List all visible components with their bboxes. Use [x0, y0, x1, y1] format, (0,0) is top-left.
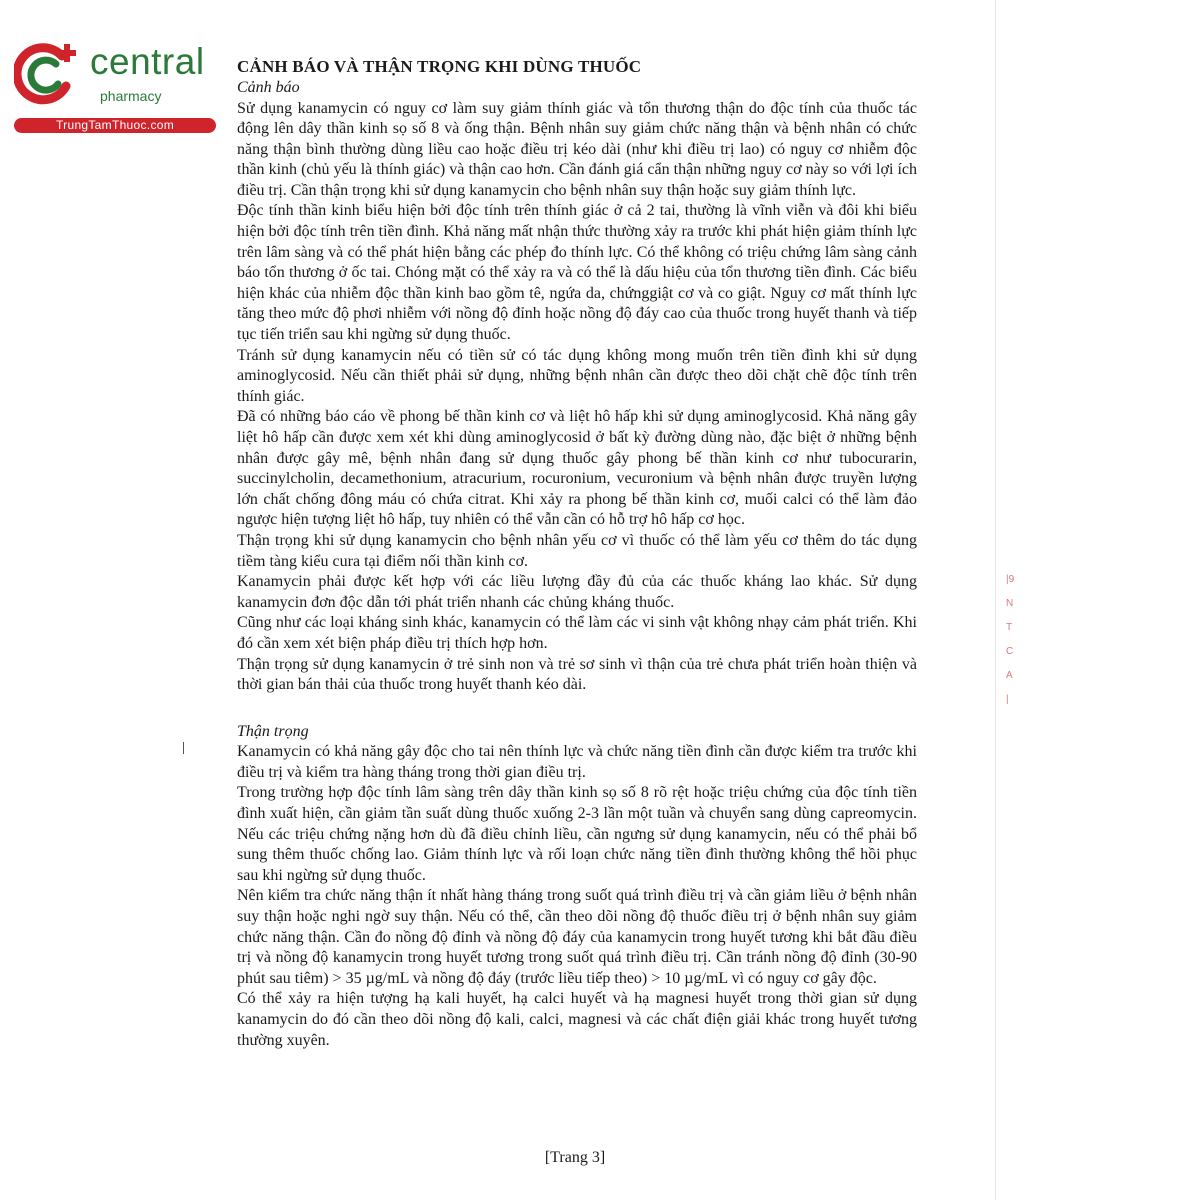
page-number: [Trang 3]	[544, 1149, 606, 1166]
logo-wordmark: central	[90, 41, 205, 82]
warnings-paragraph: Thận trọng sử dụng kanamycin ở trẻ sinh non và trẻ sơ sinh vì thận của trẻ chưa phát triển hoàn thiện và thời gian bán thải của thuốc trong huyết thanh kéo dài.	[237, 655, 917, 694]
stamp-fragment: |9 N T C A |	[1006, 574, 1015, 705]
warnings-paragraph: Kanamycin phải được kết hợp với các liều lượng đầy đủ của các thuốc kháng lao khác. Sử dụng kanamycin đơn độc dẫn tới phát triển nhanh các chủng kháng thuốc.	[237, 573, 917, 611]
scan-margin-mark	[183, 742, 184, 754]
precautions-paragraph: Có thể xảy ra hiện tượng hạ kali huyết, hạ calci huyết và hạ magnesi huyết trong thời gian sử dụng kanamycin do đó cần theo dõi nồng độ kali, calci, magnesi và các chất điện giải khác trong huyết tương thường xuyên.	[237, 990, 917, 1049]
precautions-paragraph: Kanamycin có khả năng gây độc cho tai nên thính lực và chức năng tiền đình cần được kiểm tra trước khi điều trị và kiểm tra hàng tháng trong thời gian điều trị.	[237, 743, 917, 781]
precautions-heading: Thận trọng	[237, 722, 309, 740]
section-title: CẢNH BÁO VÀ THẬN TRỌNG KHI DÙNG THUỐC	[237, 57, 642, 76]
warnings-paragraph: Thận trọng khi sử dụng kanamycin cho bệnh nhân yếu cơ vì thuốc có thể làm yếu cơ thêm do tác dụng tiềm tàng kiểu cura tại điểm nối thần kinh cơ.	[237, 531, 917, 570]
warnings-paragraph: Đã có những báo cáo về phong bế thần kinh cơ và liệt hô hấp khi sử dụng aminoglycosid. Khả năng gây liệt hô hấp cần được xem xét khi dùng aminoglycosid ở bất kỳ đường dùng nào, đặc biệt ở những bệnh nhân được gây mê, bệnh nhân đang sử dụng thuốc gây phong bế thần kinh cơ như tubocurarin, succinylcholin, decamethonium, atracurium, rocuronium, vecuronium và bệnh nhân được truyền lượng lớn chất chống đông máu có chứa citrat. Khi xảy ra phong bế thần kinh cơ, muối calci có thể làm đảo ngược hiện tượng liệt hô hấp, tuy nhiên có thể vẫn cần có hỗ trợ hô hấp cơ học.	[237, 408, 917, 529]
document-body	[237, 56, 917, 1051]
scan-edge-line	[995, 0, 996, 1200]
precautions-paragraph: Trong trường hợp độc tính lâm sàng trên dây thần kinh sọ số 8 rõ rệt hoặc triệu chứng của độc tính tiền đình xuất hiện, cần giảm tần suất dùng thuốc xuống 2-3 lần một tuần và chuyển sang dùng capreomycin. Nếu các triệu chứng nặng hơn dù đã điều chỉnh liều, cần ngưng sử dụng kanamycin, nếu có thể phải bổ sung thêm thuốc chống lao. Giảm thính lực và rối loạn chức năng tiền đình thường không thể hồi phục sau khi ngừng sử dụng thuốc.	[237, 784, 917, 884]
logo-site-url: TrungTamThuoc.com	[14, 118, 216, 133]
warnings-paragraph: Độc tính thần kinh biểu hiện bởi độc tính trên thính giác ở cả 2 tai, thường là vĩnh viễn và đôi khi biểu hiện bởi độc tính trên tiền đình. Khả năng mất nhận thức thường xảy ra trước khi phát hiện giảm thính lực trên lâm sàng và có thể phát hiện bằng các phép đo thính lực. Có thể không có triệu chứng lâm sàng cảnh báo tổn thương ở ốc tai. Chóng mặt có thể xảy ra và có thể là dấu hiệu của tổn thương tiền đình. Các biểu hiện khác của nhiễm độc thần kinh bao gồm tê, ngứa da, chứnggiật cơ và co giật. Nguy cơ mất thính lực tăng theo mức độ phơi nhiễm với nồng độ đỉnh hoặc nồng độ đáy cao của thuốc trong huyết thanh và tiếp tục tiến triển sau khi ngừng sử dụng thuốc.	[237, 202, 917, 344]
section-gap	[237, 696, 917, 722]
warnings-paragraph: Sử dụng kanamycin có nguy cơ làm suy giảm thính giác và tổn thương thận do độc tính của thuốc tác động lên dây thần kinh sọ số 8 và ống thận. Bệnh nhân suy giảm chức năng thận và bệnh nhân có chức năng thận bình thường dùng liều cao hoặc điều trị kéo dài (như khi điều trị lao) có nguy cơ nhiễm độc thần kinh (chủ yếu là thính giác) và thận cao hơn. Cần đánh giá cẩn thận những nguy cơ này so với lợi ích điều trị. Cần thận trọng khi sử dụng kanamycin cho bệnh nhân suy thận hoặc suy giảm thính lực.	[237, 99, 917, 199]
logo-subtitle: pharmacy	[100, 88, 162, 104]
warnings-paragraph: Cũng như các loại kháng sinh khác, kanamycin có thể làm các vi sinh vật không nhạy cảm phát triển. Khi đó cần xem xét biện pháp điều trị thích hợp hơn.	[237, 614, 917, 652]
warnings-paragraph: Tránh sử dụng kanamycin nếu có tiền sử có tác dụng không mong muốn trên tiền đình khi sử dụng aminoglycosid. Nếu cần thiết phải sử dụng, những bệnh nhân cần được theo dõi chặt chẽ độc tính trên thính giác.	[237, 346, 917, 405]
pharmacy-logo-icon	[14, 42, 80, 108]
precautions-paragraph: Nên kiểm tra chức năng thận ít nhất hàng tháng trong suốt quá trình điều trị và cần giảm liều ở bệnh nhân suy thận hoặc nghi ngờ suy thận. Nếu có thể, cần theo dõi nồng độ thuốc điều trị ở bệnh nhân suy giảm chức năng thận. Cần đo nồng độ đỉnh và nồng độ đáy của kanamycin trong huyết tương khi bắt đầu điều trị và nồng độ kanamycin trong huyết tương trong suốt quá trình điều trị. Cần tránh nồng độ đỉnh (30-90 phút sau tiêm) > 35 µg/mL và nồng độ đáy (trước liều tiếp theo) > 10 µg/mL vì có nguy cơ gây độc.	[237, 887, 917, 987]
central-pharmacy-logo[interactable]	[8, 38, 218, 138]
warnings-heading: Cảnh báo	[237, 79, 300, 96]
